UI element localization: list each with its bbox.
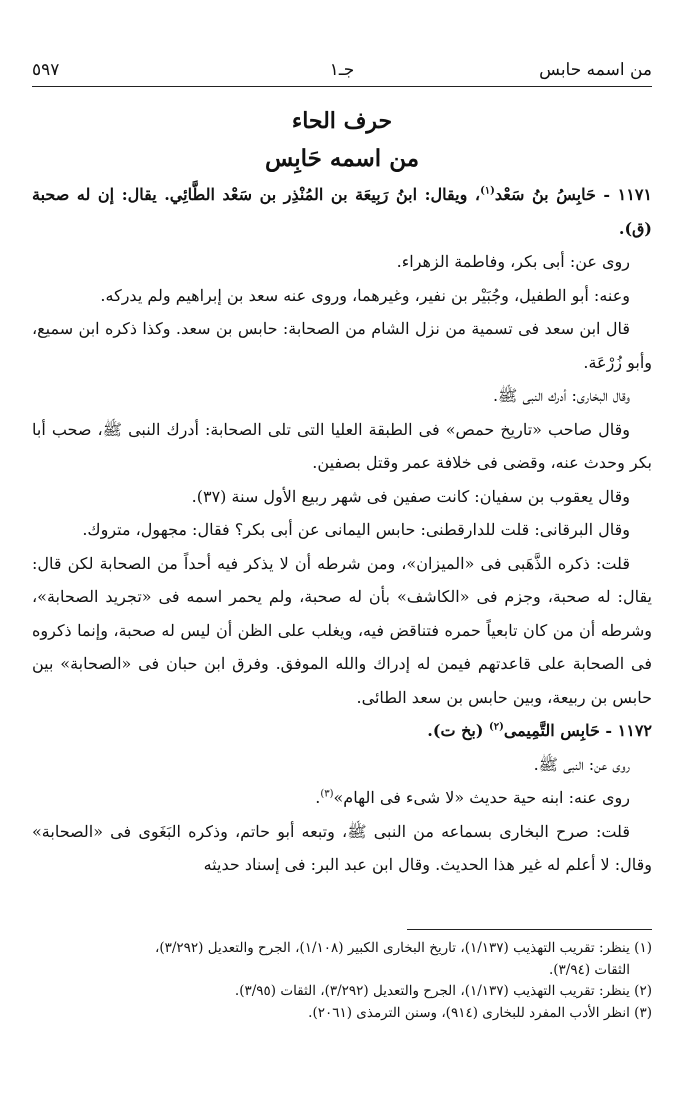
entry-heading-1172 [32,714,652,748]
paragraph: وقال البرقانى: قلت للدارقطنى: حابس اليمانى عن أبى بكر؟ فقال: مجهول، متروك. [82,520,630,539]
footnote-1-continued: الثقات (٣/٩٤). [548,961,630,978]
running-header [32,58,652,87]
section-title: من اسمه حَابِس [264,145,420,172]
page-number: ٥٩٧ [32,60,60,80]
header-volume: جـ١ [329,60,355,80]
footnote-ref: (٣) [320,788,334,800]
paragraph: قال ابن سعد فى تسمية من نزل الشام من الصحابة: حابس بن سعد. وكذا ذكره ابن سميع، وأبو زُرْعَة. [32,319,652,372]
header-title: من اسمه حابس [539,60,652,80]
entry-heading-text: ١١٧٢ - حَابِس التَّمِيمى [503,721,652,740]
footnote-divider [407,929,652,930]
paragraph: روى عن: أبى بكر، وفاطمة الزهراء. [396,252,630,271]
footnote-ref: (١) [480,185,495,197]
footnote-2: (٢) ينظر: تقريب التهذيب (١/١٣٧)، الجرح والتعديل (٣/٢٩٢)، الثقات (٣/٩٥). [234,983,652,999]
paragraph: وقال البخارى: أدرك النبى ﷺ. [492,386,630,405]
paragraph: وعنه: أبو الطفيل، وجُبَيْر بن نفير، وغيرهما، وروى عنه سعد بن إبراهيم ولم يدركه. [100,285,630,305]
entry-heading-1171 [32,178,652,245]
paragraph: وقال يعقوب بن سفيان: كانت صفين فى شهر ربيع الأول سنة (٣٧). [191,486,630,506]
paragraph: قلت: صرح البخارى بسماعه من النبى ﷺ، وتبعه أبو حاتم، وذكره البَغَوى فى «الصحابة» وقال: لا أعلم له غير هذا الحديث. وقال ابن عبد البر: فى إسناد حديثه [32,821,652,874]
paragraph: قلت: ذكره الذَّهَبى فى «الميزان»، ومن شرطه أن لا يذكر فيه أحداً من الصحابة لكن قال: يقال: له صحبة، وجزم فى «الكاشف» بأن له صحبة، ولم يحمر اسمه فى «تجريد الصحابة»، وشرطه أن من كان تابعياً حمره فتناقض فيه، ويغلب على الظن أن ليس له صحبة، وإنما ذكروه فى الصحابة على قاعدتهم فيمن له إدراك والله الموفق. وفرق ابن حبان فى «الصحابة» بين حابس بن ربيعة، وبين حابس بن سعد الطائى. [32,553,652,707]
chapter-title: حرف الحاء [291,108,393,134]
paragraph [32,781,652,815]
page-body [32,178,652,882]
paragraph: وقال صاحب «تاريخ حمص» فى الطبقة العليا التى تلى الصحابة: أدرك النبى ﷺ، صحب أبا بكر وحدث عنه، وقضى فى خلافة عمر وقتل بصفين. [32,419,652,472]
footnote-1: (١) ينظر: تقريب التهذيب (١/١٣٧)، تاريخ البخارى الكبير (١/١٠٨)، الجرح والتعديل (٣/٢٩٢)، [154,940,652,956]
entry-heading-rest: (بخ ت). [427,721,489,740]
footnotes [32,938,652,1024]
footnote-ref: (٢) [489,721,504,733]
entry-heading-rest: ، ويقال: ابنُ رَبِيعَة بن المُنْذِر بن سَعْد الطَّائِي. يقال: إن له صحبة (ق). [32,185,652,238]
paragraph: روى عن: النبى ﷺ. [533,754,630,774]
entry-heading-text: ١١٧١ - حَابِسُ بنُ سَعْد [494,185,652,204]
paragraph-text: روى عنه: ابنه حية حديث «لا شىء فى الهام» [333,788,630,807]
footnote-3: (٣) انظر الأدب المفرد للبخارى (٩١٤)، وسنن الترمذى (٢٠٦١). [308,1004,652,1021]
paragraph-end: . [315,788,321,807]
